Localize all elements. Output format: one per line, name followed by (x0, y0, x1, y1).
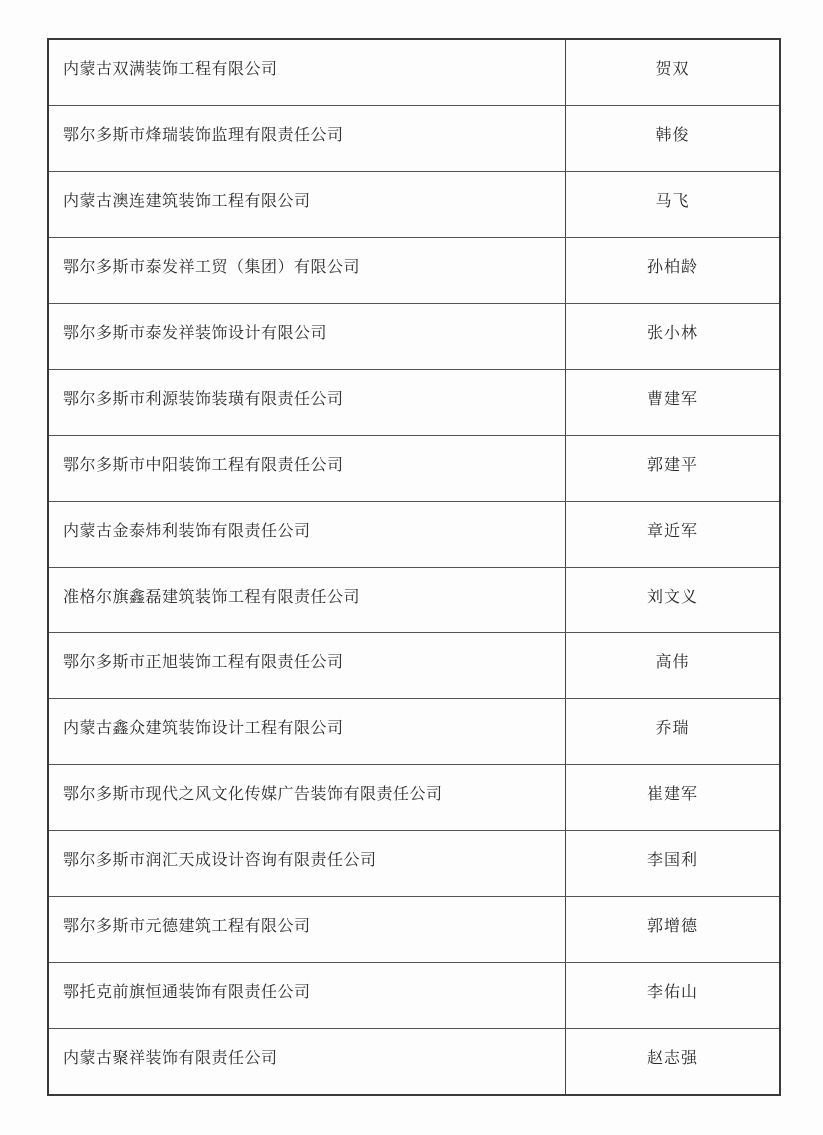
table-row (49, 699, 779, 765)
contact-person-cell: 马飞 (655, 190, 690, 210)
table-row (49, 370, 779, 436)
contact-person-cell: 赵志强 (646, 1048, 698, 1068)
table-row (49, 633, 779, 699)
contact-person-cell: 崔建军 (646, 784, 698, 804)
table-row (49, 502, 779, 568)
table-row (49, 304, 779, 370)
table-row (49, 963, 779, 1029)
contact-person-cell: 乔瑞 (655, 718, 690, 738)
table-row (49, 106, 779, 172)
contact-person-cell: 李佑山 (646, 982, 698, 1002)
table-row (49, 40, 779, 106)
company-name-cell: 鄂尔多斯市润汇天成设计咨询有限责任公司 (49, 831, 566, 896)
company-name-cell: 准格尔旗鑫磊建筑装饰工程有限责任公司 (49, 568, 566, 633)
table-row (49, 238, 779, 304)
contact-person-cell: 刘文义 (646, 586, 698, 606)
company-name-cell: 鄂尔多斯市利源装饰装璜有限责任公司 (49, 370, 566, 435)
company-name-cell: 内蒙古金泰炜利装饰有限责任公司 (49, 502, 566, 567)
table-row (49, 568, 779, 634)
contact-person-cell: 张小林 (646, 322, 698, 342)
contact-person-cell: 李国利 (646, 850, 698, 870)
contact-person-cell: 孙柏龄 (646, 256, 698, 276)
table-row (49, 897, 779, 963)
table-row (49, 765, 779, 831)
contact-person-cell: 郭建平 (646, 454, 698, 474)
table-row (49, 436, 779, 502)
company-name-cell: 鄂尔多斯市泰发祥工贸（集团）有限公司 (49, 238, 566, 303)
contact-person-cell: 郭增德 (646, 916, 698, 936)
company-contact-table (47, 38, 781, 1096)
company-name-cell: 内蒙古鑫众建筑装饰设计工程有限公司 (49, 699, 566, 764)
company-name-cell: 内蒙古澳连建筑装饰工程有限公司 (49, 172, 566, 237)
company-name-cell: 鄂托克前旗恒通装饰有限责任公司 (49, 963, 566, 1028)
contact-person-cell: 贺双 (655, 59, 690, 78)
table-row (49, 831, 779, 897)
company-name-cell: 内蒙古双满装饰工程有限公司 (49, 40, 566, 105)
company-name-cell: 鄂尔多斯市中阳装饰工程有限责任公司 (49, 436, 566, 501)
contact-person-cell: 高伟 (655, 652, 690, 672)
company-name-cell: 鄂尔多斯市烽瑞装饰监理有限责任公司 (49, 106, 566, 171)
company-name-cell: 鄂尔多斯市正旭装饰工程有限责任公司 (49, 633, 566, 698)
company-name-cell: 鄂尔多斯市泰发祥装饰设计有限公司 (49, 304, 566, 369)
contact-person-cell: 韩俊 (655, 124, 690, 144)
company-name-cell: 鄂尔多斯市元德建筑工程有限公司 (49, 897, 566, 962)
table-row (49, 172, 779, 238)
contact-person-cell: 章近军 (646, 520, 698, 540)
table-row (49, 1029, 779, 1094)
contact-person-cell: 曹建军 (646, 388, 698, 408)
company-name-cell: 内蒙古聚祥装饰有限责任公司 (49, 1029, 566, 1094)
company-name-cell: 鄂尔多斯市现代之风文化传媒广告装饰有限责任公司 (49, 765, 566, 830)
